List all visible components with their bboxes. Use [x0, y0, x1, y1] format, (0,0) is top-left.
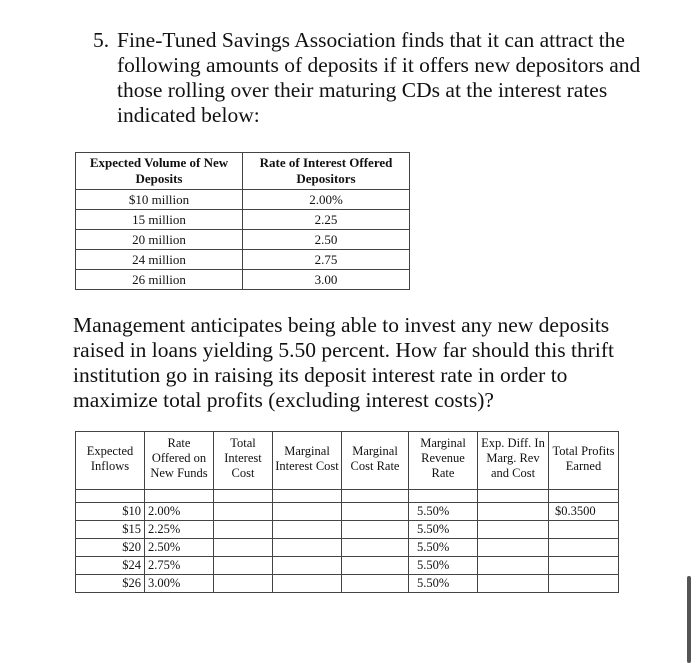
- management-paragraph: Management anticipates being able to invest any new deposits raised in loans yielding 5.50 percent. How far should this thrift institution go in raising its deposit interest rate in order to maximize total profits (excluding interest costs)?: [73, 313, 614, 412]
- header-rate-offered: Rate of Interest Offered Depositors: [243, 153, 410, 190]
- header-total-interest-cost: Total Interest Cost: [214, 432, 273, 490]
- expected-inflow-cell: $24: [76, 557, 145, 575]
- expected-inflow-cell: $15: [76, 521, 145, 539]
- table-row: [76, 210, 410, 230]
- table-row: [76, 557, 619, 575]
- total-profits-cell: $0.3500: [549, 503, 619, 521]
- marginal-interest-cost-cell: [273, 539, 342, 557]
- header-marginal-revenue-rate: Marginal Revenue Rate: [409, 432, 478, 490]
- marginal-revenue-rate-cell: 5.50%: [409, 503, 478, 521]
- deposit-volume-cell: 24 million: [76, 250, 243, 270]
- marginal-interest-cost-cell: [273, 557, 342, 575]
- rate-offered-cell: 2.25%: [145, 521, 214, 539]
- marginal-revenue-rate-cell: 5.50%: [409, 521, 478, 539]
- rate-offered-cell: 2.75%: [145, 557, 214, 575]
- table-header-row: [76, 153, 410, 190]
- marginal-cost-rate-cell: [342, 503, 409, 521]
- exp-diff-cell: [478, 539, 549, 557]
- marginal-revenue-rate-cell: 5.50%: [409, 539, 478, 557]
- marginal-interest-cost-cell: [273, 575, 342, 593]
- table-row: [76, 270, 410, 290]
- marginal-revenue-rate-cell: 5.50%: [409, 575, 478, 593]
- question-text: Fine-Tuned Savings Association finds that it can attract the following amounts of deposits if it offers new depositors and those rolling over their maturing CDs at the interest rates indicated below:: [117, 28, 641, 127]
- deposit-volume-cell: 26 million: [76, 270, 243, 290]
- interest-rate-cell: 3.00: [243, 270, 410, 290]
- total-profits-cell: [549, 557, 619, 575]
- total-profits-cell: [549, 521, 619, 539]
- exp-diff-cell: [478, 503, 549, 521]
- header-expected-volume: Expected Volume of New Deposits: [76, 153, 243, 190]
- deposit-rate-table: [75, 152, 410, 290]
- header-marginal-cost-rate: Marginal Cost Rate: [342, 432, 409, 490]
- question-number: 5.: [93, 28, 110, 52]
- marginal-cost-rate-cell: [342, 521, 409, 539]
- deposit-volume-cell: 15 million: [76, 210, 243, 230]
- exp-diff-cell: [478, 557, 549, 575]
- spacer-row: [76, 490, 619, 503]
- interest-rate-cell: 2.75: [243, 250, 410, 270]
- header-rate-offered: Rate Offered on New Funds: [145, 432, 214, 490]
- total-profits-cell: [549, 539, 619, 557]
- exp-diff-cell: [478, 575, 549, 593]
- table-row: [76, 521, 619, 539]
- table-header-row: [76, 432, 619, 490]
- table-row: [76, 539, 619, 557]
- question-block: [93, 28, 653, 128]
- table-row: [76, 230, 410, 250]
- table-row: [76, 190, 410, 210]
- header-total-profits: Total Profits Earned: [549, 432, 619, 490]
- expected-inflow-cell: $20: [76, 539, 145, 557]
- header-marginal-interest-cost: Marginal Interest Cost: [273, 432, 342, 490]
- interest-rate-cell: 2.50: [243, 230, 410, 250]
- marginal-cost-rate-cell: [342, 539, 409, 557]
- deposit-volume-cell: 20 million: [76, 230, 243, 250]
- header-exp-diff: Exp. Diff. In Marg. Rev and Cost: [478, 432, 549, 490]
- expected-inflow-cell: $10: [76, 503, 145, 521]
- total-interest-cost-cell: [214, 557, 273, 575]
- expected-inflow-cell: $26: [76, 575, 145, 593]
- marginal-cost-rate-cell: [342, 575, 409, 593]
- total-interest-cost-cell: [214, 575, 273, 593]
- table-row: [76, 250, 410, 270]
- table-row: [76, 575, 619, 593]
- interest-rate-cell: 2.00%: [243, 190, 410, 210]
- total-interest-cost-cell: [214, 503, 273, 521]
- marginal-cost-rate-cell: [342, 557, 409, 575]
- marginal-interest-cost-cell: [273, 521, 342, 539]
- rate-offered-cell: 2.00%: [145, 503, 214, 521]
- interest-rate-cell: 2.25: [243, 210, 410, 230]
- exp-diff-cell: [478, 521, 549, 539]
- deposit-volume-cell: $10 million: [76, 190, 243, 210]
- total-interest-cost-cell: [214, 521, 273, 539]
- rate-offered-cell: 3.00%: [145, 575, 214, 593]
- total-profits-cell: [549, 575, 619, 593]
- rate-offered-cell: 2.50%: [145, 539, 214, 557]
- total-interest-cost-cell: [214, 539, 273, 557]
- table-row: [76, 503, 619, 521]
- vertical-scrollbar[interactable]: [687, 576, 691, 663]
- marginal-revenue-rate-cell: 5.50%: [409, 557, 478, 575]
- profit-analysis-table: [75, 431, 619, 593]
- header-expected-inflows: Expected Inflows: [76, 432, 145, 490]
- marginal-interest-cost-cell: [273, 503, 342, 521]
